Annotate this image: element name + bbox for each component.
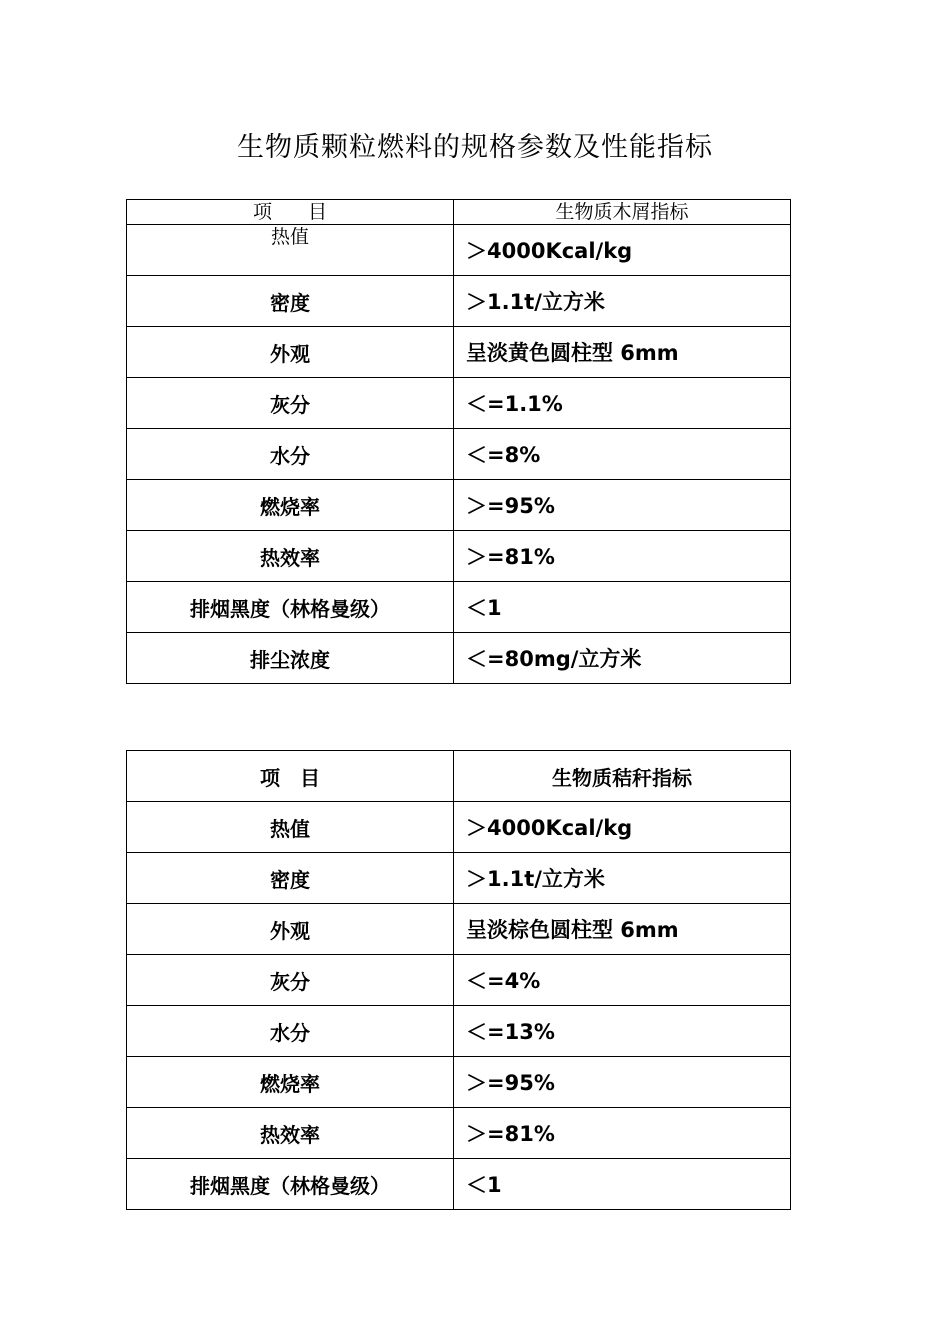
header-item-cell: 项目	[127, 200, 454, 225]
table-row	[127, 276, 791, 327]
row-label: 外观	[127, 904, 454, 955]
table-header-row	[127, 200, 791, 225]
row-value: ＞1.1t/立方米	[454, 276, 791, 327]
row-value: ＜=8%	[454, 429, 791, 480]
row-value: ＞4000Kcal/kg	[454, 802, 791, 853]
row-value: ＜=13%	[454, 1006, 791, 1057]
row-value: ＞=81%	[454, 531, 791, 582]
table-row	[127, 633, 791, 684]
row-value: 呈淡棕色圆柱型 6mm	[454, 904, 791, 955]
table-row	[127, 1057, 791, 1108]
table-row	[127, 378, 791, 429]
table-row	[127, 225, 791, 276]
header-value-cell: 生物质秸秆指标	[454, 751, 791, 802]
table-row	[127, 955, 791, 1006]
row-value: ＞=81%	[454, 1108, 791, 1159]
row-label: 排烟黑度（林格曼级）	[127, 582, 454, 633]
header-item-cell: 项目	[127, 751, 454, 802]
row-value: ＜=1.1%	[454, 378, 791, 429]
table-row	[127, 1006, 791, 1057]
row-value: ＜1	[454, 582, 791, 633]
document-title: 生物质颗粒燃料的规格参数及性能指标	[237, 132, 713, 163]
wood-chip-spec-table	[126, 199, 791, 684]
row-value: ＜=80mg/立方米	[454, 633, 791, 684]
row-label: 排尘浓度	[127, 633, 454, 684]
header-value-cell: 生物质木屑指标	[454, 200, 791, 225]
row-value: ＞=95%	[454, 1057, 791, 1108]
row-label: 水分	[127, 1006, 454, 1057]
table-row	[127, 582, 791, 633]
row-label: 热效率	[127, 531, 454, 582]
table-row	[127, 531, 791, 582]
row-label: 灰分	[127, 378, 454, 429]
row-label: 密度	[127, 276, 454, 327]
row-value: ＞1.1t/立方米	[454, 853, 791, 904]
row-label: 热值	[127, 802, 454, 853]
row-label: 燃烧率	[127, 1057, 454, 1108]
row-label: 燃烧率	[127, 480, 454, 531]
table-row	[127, 853, 791, 904]
table-row	[127, 802, 791, 853]
row-value: ＞4000Kcal/kg	[454, 225, 791, 276]
straw-spec-table	[126, 750, 791, 1210]
table-row	[127, 1108, 791, 1159]
table-row	[127, 327, 791, 378]
row-label: 热值	[127, 225, 454, 276]
row-label: 外观	[127, 327, 454, 378]
table-row	[127, 1159, 791, 1210]
row-value: ＞=95%	[454, 480, 791, 531]
row-value: ＜=4%	[454, 955, 791, 1006]
table-row	[127, 480, 791, 531]
table-row	[127, 904, 791, 955]
row-label: 排烟黑度（林格曼级）	[127, 1159, 454, 1210]
row-value: 呈淡黄色圆柱型 6mm	[454, 327, 791, 378]
row-label: 密度	[127, 853, 454, 904]
row-value: ＜1	[454, 1159, 791, 1210]
table-header-row	[127, 751, 791, 802]
row-label: 水分	[127, 429, 454, 480]
table-row	[127, 429, 791, 480]
row-label: 灰分	[127, 955, 454, 1006]
row-label: 热效率	[127, 1108, 454, 1159]
